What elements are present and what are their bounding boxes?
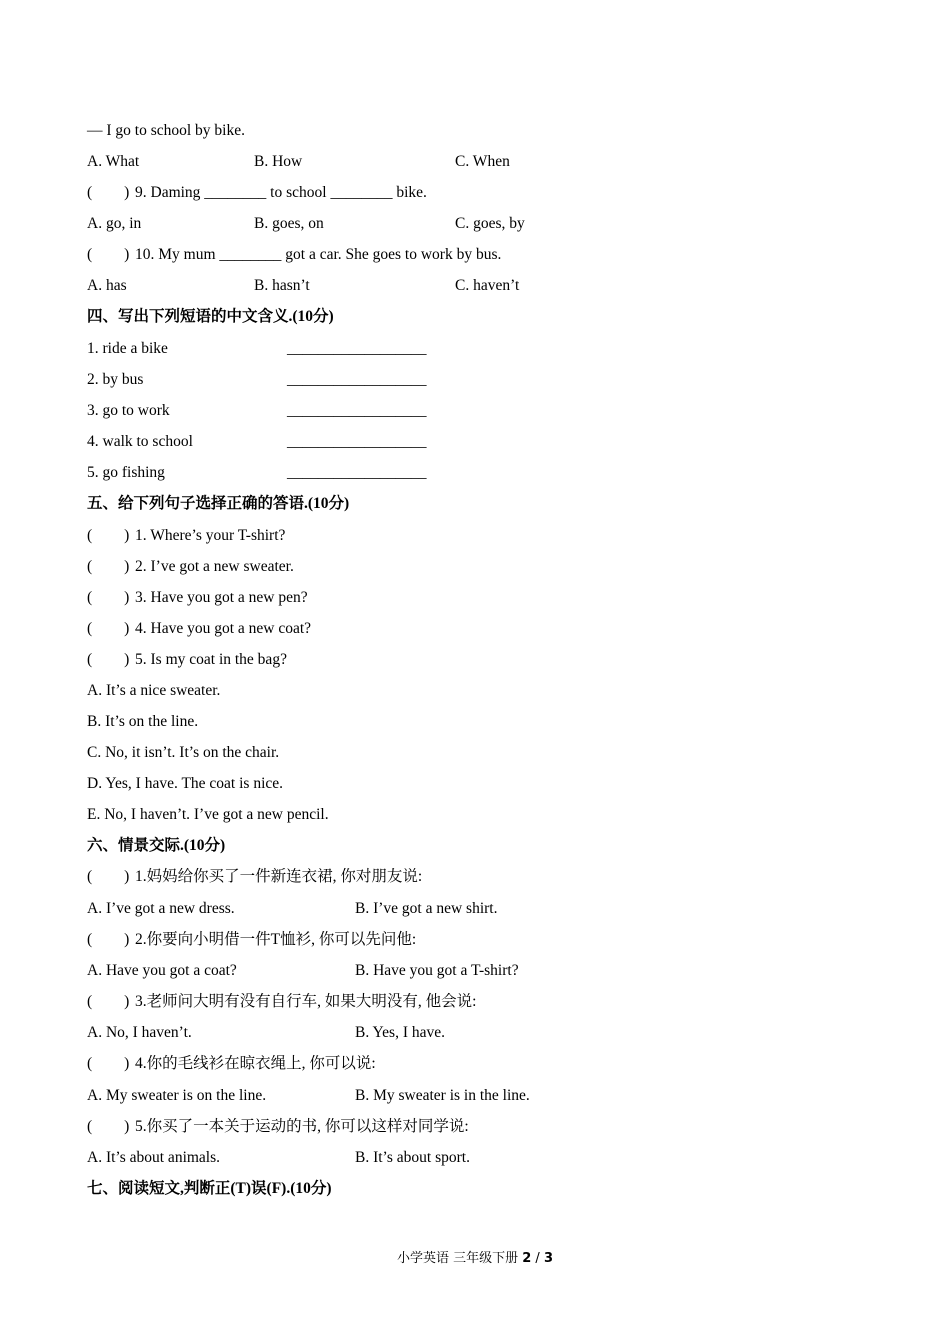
section5-title: 五、给下列句子选择正确的答语.(10分) <box>87 495 350 512</box>
phrase-item: 1. ride a bike <box>87 340 168 357</box>
q8-option-a: A. What <box>87 153 140 170</box>
answer-paren[interactable]: ( ) <box>87 589 130 606</box>
scenario-text: 5.你买了一本关于运动的书, 你可以这样对同学说: <box>135 1118 469 1135</box>
scenario-line <box>87 867 422 887</box>
answer-option: B. It’s on the line. <box>87 713 199 730</box>
scenario-option-a: A. It’s about animals. <box>87 1149 221 1166</box>
scenario-line <box>87 930 416 950</box>
question-line <box>87 650 287 670</box>
question-line <box>87 588 308 608</box>
answer-paren[interactable]: ( ) <box>87 246 130 263</box>
answer-option: D. Yes, I have. The coat is nice. <box>87 775 284 792</box>
section6-title: 六、情景交际.(10分) <box>87 837 226 854</box>
footer-text: 小学英语 三年级下册 <box>396 1251 523 1266</box>
section4-title: 四、写出下列短语的中文含义.(10分) <box>87 308 334 325</box>
answer-blank[interactable]: __________________ <box>287 371 427 388</box>
answer-paren[interactable]: ( ) <box>87 620 130 637</box>
q10-line <box>87 245 501 265</box>
scenario-line <box>87 1054 376 1074</box>
q9-text: 9. Daming ________ to school ________ bike. <box>135 184 427 201</box>
answer-option: E. No, I haven’t. I’ve got a new pencil. <box>87 806 329 823</box>
scenario-option-b: B. It’s about sport. <box>355 1149 470 1166</box>
answer-paren[interactable]: ( ) <box>87 1055 130 1072</box>
answer-blank[interactable]: __________________ <box>287 402 427 419</box>
question-text: 1. Where’s your T-shirt? <box>135 527 286 544</box>
answer-paren[interactable]: ( ) <box>87 931 130 948</box>
q8-answer-line: — I go to school by bike. <box>87 122 245 139</box>
section7-title: 七、阅读短文,判断正(T)误(F).(10分) <box>87 1180 332 1197</box>
answer-blank[interactable]: __________________ <box>287 433 427 450</box>
q8-option-c: C. When <box>455 153 510 170</box>
scenario-text: 4.你的毛线衫在晾衣绳上, 你可以说: <box>135 1055 376 1072</box>
q9-option-c: C. goes, by <box>455 215 525 232</box>
question-text: 5. Is my coat in the bag? <box>135 651 287 668</box>
phrase-item: 2. by bus <box>87 371 144 388</box>
answer-blank[interactable]: __________________ <box>287 340 427 357</box>
answer-option: C. No, it isn’t. It’s on the chair. <box>87 744 280 761</box>
answer-blank[interactable]: __________________ <box>287 464 427 481</box>
phrase-item: 5. go fishing <box>87 464 165 481</box>
question-text: 3. Have you got a new pen? <box>135 589 308 606</box>
page-footer <box>0 1247 950 1266</box>
answer-paren[interactable]: ( ) <box>87 651 130 668</box>
q9-line <box>87 183 427 203</box>
scenario-option-a: A. No, I haven’t. <box>87 1024 192 1041</box>
q9-option-a: A. go, in <box>87 215 142 232</box>
page-separator: / <box>531 1251 544 1266</box>
answer-paren[interactable]: ( ) <box>87 868 130 885</box>
question-text: 2. I’ve got a new sweater. <box>135 558 294 575</box>
question-text: 4. Have you got a new coat? <box>135 620 312 637</box>
scenario-option-b: B. Have you got a T-shirt? <box>355 962 519 979</box>
scenario-line <box>87 1117 469 1137</box>
scenario-option-a: A. Have you got a coat? <box>87 962 237 979</box>
answer-paren[interactable]: ( ) <box>87 993 130 1010</box>
q10-option-b: B. hasn’t <box>254 277 310 294</box>
scenario-option-a: A. I’ve got a new dress. <box>87 900 235 917</box>
answer-paren[interactable]: ( ) <box>87 184 130 201</box>
scenario-option-b: B. My sweater is in the line. <box>355 1087 530 1104</box>
q10-text: 10. My mum ________ got a car. She goes to work by bus. <box>135 246 502 263</box>
scenario-line <box>87 992 476 1012</box>
scenario-text: 2.你要向小明借一件T恤衫, 你可以先问他: <box>135 931 417 948</box>
question-line <box>87 619 311 639</box>
scenario-option-a: A. My sweater is on the line. <box>87 1087 267 1104</box>
answer-paren[interactable]: ( ) <box>87 1118 130 1135</box>
page-number: 2 <box>522 1251 532 1266</box>
question-line <box>87 526 285 546</box>
answer-paren[interactable]: ( ) <box>87 527 130 544</box>
q10-option-a: A. has <box>87 277 127 294</box>
question-line <box>87 557 294 577</box>
page-total: 3 <box>543 1251 553 1266</box>
scenario-text: 3.老师问大明有没有自行车, 如果大明没有, 他会说: <box>135 993 477 1010</box>
phrase-item: 4. walk to school <box>87 433 193 450</box>
answer-option: A. It’s a nice sweater. <box>87 682 221 699</box>
scenario-option-b: B. I’ve got a new shirt. <box>355 900 498 917</box>
scenario-option-b: B. Yes, I have. <box>355 1024 445 1041</box>
answer-paren[interactable]: ( ) <box>87 558 130 575</box>
q8-option-b: B. How <box>254 153 303 170</box>
q9-option-b: B. goes, on <box>254 215 324 232</box>
phrase-item: 3. go to work <box>87 402 170 419</box>
q10-option-c: C. haven’t <box>455 277 520 294</box>
scenario-text: 1.妈妈给你买了一件新连衣裙, 你对朋友说: <box>135 868 423 885</box>
